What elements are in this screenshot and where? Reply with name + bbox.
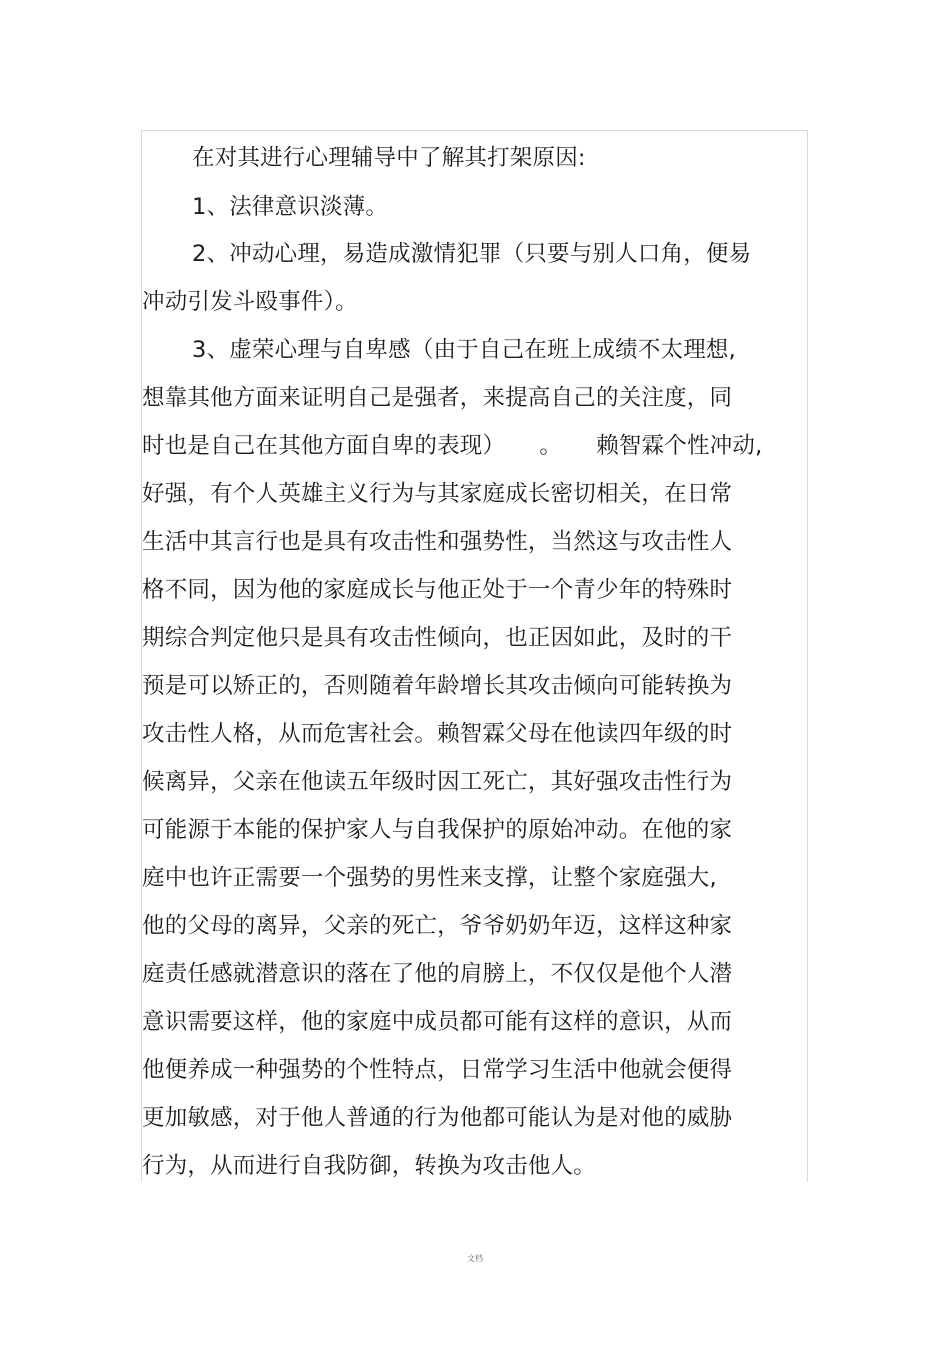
text-line: 庭中也许正需要一个强势的男性来支撑，让整个家庭强大, — [142, 865, 717, 891]
text-line: 想靠其他方面来证明自己是强者，来提高自己的关注度，同 — [142, 385, 733, 411]
text-line: 时也是自己在其他方面自卑的表现） 。 赖智霖个性冲动, — [142, 433, 763, 459]
text-line: 意识需要这样，他的家庭中成员都可能有这样的意识，从而 — [142, 1009, 733, 1035]
text-line: 他的父母的离异，父亲的死亡，爷爷奶奶年迈，这样这种家 — [142, 913, 733, 939]
text-line: 可能源于本能的保护家人与自我保护的原始冲动。在他的家 — [142, 817, 733, 843]
text-line: 生活中其言行也是具有攻击性和强势性，当然这与攻击性人 — [142, 529, 733, 555]
text-line: 他便养成一种强势的个性特点，日常学习生活中他就会便得 — [142, 1057, 733, 1083]
text-line: 预是可以矫正的，否则随着年龄增长其攻击倾向可能转换为 — [142, 673, 733, 699]
text-line: 更加敏感，对于他人普通的行为他都可能认为是对他的威胁 — [142, 1105, 733, 1131]
text-line: 候离异，父亲在他读五年级时因工死亡，其好强攻击性行为 — [142, 769, 733, 795]
text-line: 庭责任感就潜意识的落在了他的肩膀上，不仅仅是他个人潜 — [142, 961, 733, 987]
list-item-3: 3、虚荣心理与自卑感（由于自己在班上成绩不太理想, — [192, 337, 736, 363]
text-line: 格不同，因为他的家庭成长与他正处于一个青少年的特殊时 — [142, 577, 733, 603]
list-item-1: 1、法律意识淡薄。 — [192, 194, 389, 220]
text-line: 攻击性人格，从而危害社会。赖智霖父母在他读四年级的时 — [142, 721, 733, 747]
list-item-2: 2、冲动心理，易造成激情犯罪（只要与别人口角，便易 — [192, 241, 752, 267]
text-line: 期综合判定他只是具有攻击性倾向，也正因如此，及时的干 — [142, 625, 733, 651]
text-line: 好强，有个人英雄主义行为与其家庭成长密切相关，在日常 — [142, 481, 733, 507]
page-footer: 文档 — [467, 1254, 483, 1263]
text-line: 在对其进行心理辅导中了解其打架原因: — [192, 145, 586, 171]
text-line: 行为，从而进行自我防御，转换为攻击他人。 — [142, 1153, 597, 1179]
text-line: 冲动引发斗殴事件）。 — [142, 289, 358, 315]
